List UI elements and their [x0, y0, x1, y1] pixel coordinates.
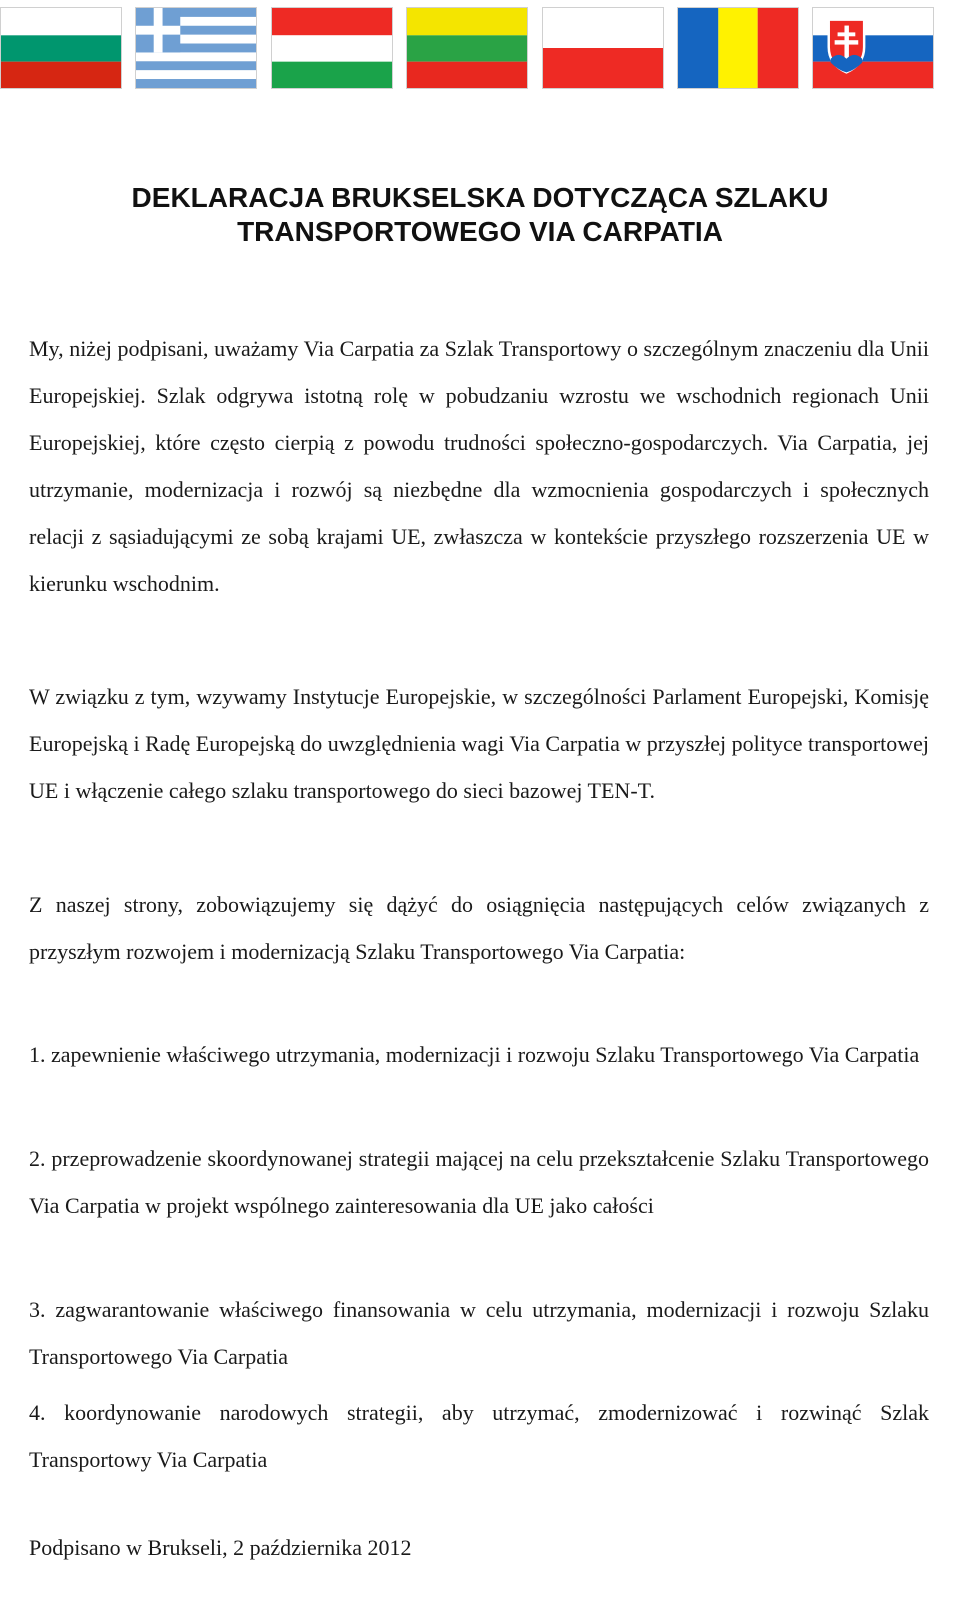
signature-line: Podpisano w Brukseli, 2 października 2012: [29, 1535, 412, 1560]
paragraph-1: My, niżej podpisani, uważamy Via Carpatia za Szlak Transportowy o szczególnym znaczeniu dla Unii Europejskiej. Szlak odgrywa istotną rolę w pobudzaniu wzrostu we wschodnich regionach Unii Europejskiej, które często cierpią z powodu trudności społeczno-gospodarczych. Via Carpatia, jej utrzymanie, modernizacja i rozwój są niezbędne dla wzmocnienia gospodarczych i społecznych relacji z sąsiadującymi ze sobą krajami UE, zwłaszcza w kontekście przyszłego rozszerzenia UE w kierunku wschodnim.: [29, 336, 929, 596]
title-line-2: TRANSPORTOWEGO VIA CARPATIA: [237, 216, 723, 247]
title-line-1: DEKLARACJA BRUKSELSKA DOTYCZĄCA SZLAKU: [131, 182, 829, 213]
list-item: 4. koordynowanie narodowych strategii, aby utrzymać, zmodernizować i rozwinąć Szlak Transportowy Via Carpatia: [29, 1400, 929, 1472]
paragraph-2: W związku z tym, wzywamy Instytucje Europejskie, w szczególności Parlament Europejski, Komisję Europejską i Radę Europejską do uwzględnienia wagi Via Carpatia w przyszłej polityce transportowej UE i włączenie całego szlaku transportowego do sieci bazowej TEN-T.: [29, 684, 929, 803]
flag-bulgaria-icon: [0, 7, 122, 89]
flag-hungary-icon: [271, 7, 393, 89]
flag-slovakia-icon: [812, 7, 934, 89]
flag-romania-icon: [677, 7, 799, 89]
list-item: 3. zagwarantowanie właściwego finansowania w celu utrzymania, modernizacji i rozwoju Szlaku Transportowego Via Carpatia: [29, 1297, 929, 1369]
flag-poland-icon: [542, 7, 664, 89]
flag-lithuania-icon: [406, 7, 528, 89]
list-item: 1. zapewnienie właściwego utrzymania, modernizacji i rozwoju Szlaku Transportowego Via Carpatia: [29, 1042, 920, 1067]
flag-greece-icon: [135, 7, 257, 89]
document-title: [0, 181, 960, 249]
paragraph-3: Z naszej strony, zobowiązujemy się dążyć do osiągnięcia następujących celów związanych z przyszłym rozwojem i modernizacją Szlaku Transportowego Via Carpatia:: [29, 892, 929, 964]
flag-row: [0, 7, 960, 89]
list-item: 2. przeprowadzenie skoordynowanej strategii mającej na celu przekształcenie Szlaku Transportowego Via Carpatia w projekt wspólnego zainteresowania dla UE jako całości: [29, 1146, 929, 1218]
